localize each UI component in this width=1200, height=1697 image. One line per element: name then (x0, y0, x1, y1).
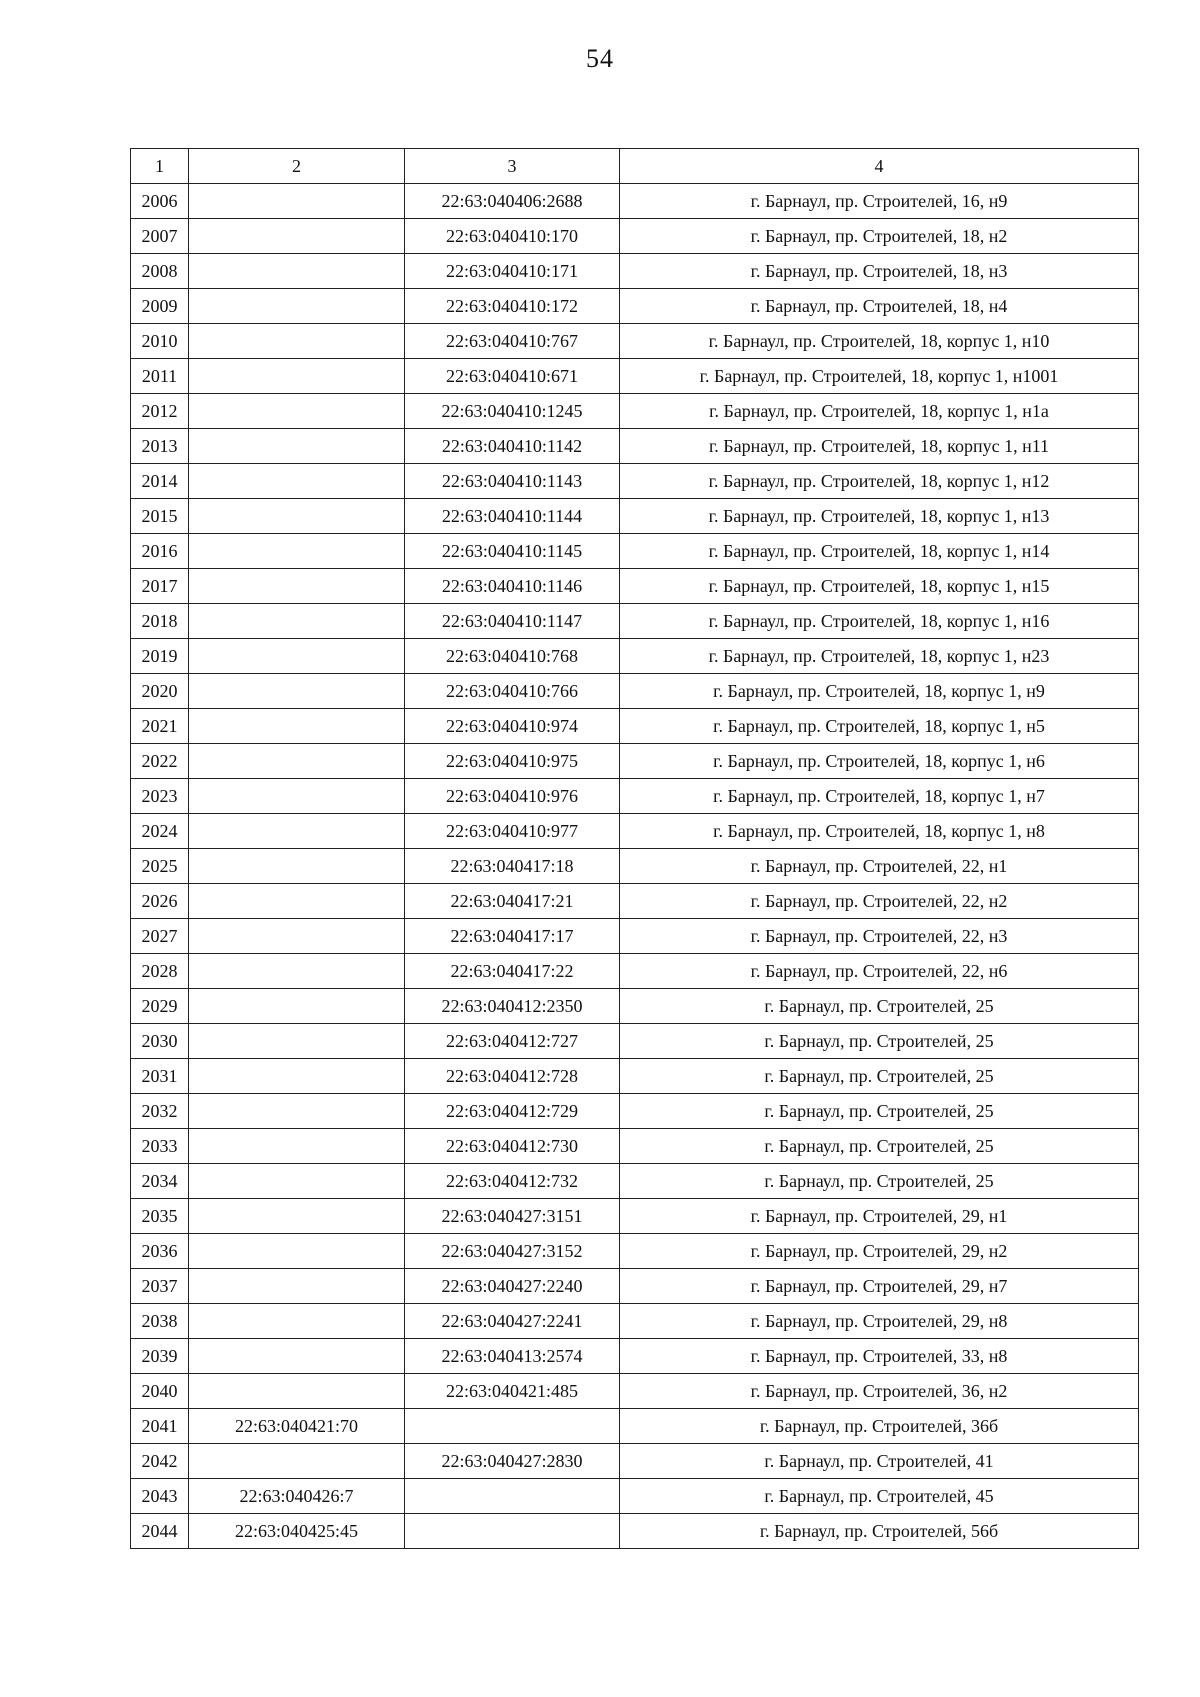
table-row (131, 1514, 1139, 1549)
land-cadastral-number-cell (189, 429, 405, 464)
address-cell: г. Барнаул, пр. Строителей, 18, корпус 1, н16 (620, 604, 1139, 639)
table-row (131, 1339, 1139, 1374)
row-number-cell: 2037 (131, 1269, 189, 1304)
row-number-cell: 2022 (131, 744, 189, 779)
table-row (131, 499, 1139, 534)
table-row (131, 1479, 1139, 1514)
table-row (131, 1164, 1139, 1199)
building-cadastral-number-cell: 22:63:040412:730 (405, 1129, 620, 1164)
row-number-cell: 2030 (131, 1024, 189, 1059)
address-cell: г. Барнаул, пр. Строителей, 41 (620, 1444, 1139, 1479)
building-cadastral-number-cell: 22:63:040412:728 (405, 1059, 620, 1094)
table-row (131, 184, 1139, 219)
land-cadastral-number-cell (189, 534, 405, 569)
table-row (131, 1269, 1139, 1304)
building-cadastral-number-cell: 22:63:040406:2688 (405, 184, 620, 219)
address-cell: г. Барнаул, пр. Строителей, 29, н7 (620, 1269, 1139, 1304)
building-cadastral-number-cell: 22:63:040410:1145 (405, 534, 620, 569)
row-number-cell: 2016 (131, 534, 189, 569)
building-cadastral-number-cell: 22:63:040417:22 (405, 954, 620, 989)
table-row (131, 289, 1139, 324)
land-cadastral-number-cell: 22:63:040426:7 (189, 1479, 405, 1514)
building-cadastral-number-cell: 22:63:040410:1146 (405, 569, 620, 604)
land-cadastral-number-cell (189, 849, 405, 884)
table-row (131, 569, 1139, 604)
building-cadastral-number-cell: 22:63:040427:2240 (405, 1269, 620, 1304)
row-number-cell: 2006 (131, 184, 189, 219)
table-row (131, 639, 1139, 674)
land-cadastral-number-cell (189, 919, 405, 954)
address-cell: г. Барнаул, пр. Строителей, 18, корпус 1, н9 (620, 674, 1139, 709)
row-number-cell: 2038 (131, 1304, 189, 1339)
building-cadastral-number-cell: 22:63:040410:768 (405, 639, 620, 674)
address-cell: г. Барнаул, пр. Строителей, 16, н9 (620, 184, 1139, 219)
land-cadastral-number-cell (189, 359, 405, 394)
address-cell: г. Барнаул, пр. Строителей, 36б (620, 1409, 1139, 1444)
table-row (131, 464, 1139, 499)
address-cell: г. Барнаул, пр. Строителей, 18, н3 (620, 254, 1139, 289)
header-row (131, 149, 1139, 184)
land-cadastral-number-cell (189, 1234, 405, 1269)
table-row (131, 219, 1139, 254)
row-number-cell: 2024 (131, 814, 189, 849)
row-number-cell: 2013 (131, 429, 189, 464)
row-number-cell: 2033 (131, 1129, 189, 1164)
row-number-cell: 2035 (131, 1199, 189, 1234)
land-cadastral-number-cell (189, 1059, 405, 1094)
table-row (131, 1234, 1139, 1269)
land-cadastral-number-cell (189, 1269, 405, 1304)
address-cell: г. Барнаул, пр. Строителей, 25 (620, 1129, 1139, 1164)
address-cell: г. Барнаул, пр. Строителей, 18, корпус 1, н23 (620, 639, 1139, 674)
building-cadastral-number-cell: 22:63:040410:171 (405, 254, 620, 289)
row-number-cell: 2020 (131, 674, 189, 709)
building-cadastral-number-cell: 22:63:040421:485 (405, 1374, 620, 1409)
table-row (131, 429, 1139, 464)
row-number-cell: 2041 (131, 1409, 189, 1444)
address-cell: г. Барнаул, пр. Строителей, 56б (620, 1514, 1139, 1549)
building-cadastral-number-cell: 22:63:040412:732 (405, 1164, 620, 1199)
address-cell: г. Барнаул, пр. Строителей, 29, н1 (620, 1199, 1139, 1234)
land-cadastral-number-cell (189, 1199, 405, 1234)
land-cadastral-number-cell (189, 289, 405, 324)
row-number-cell: 2008 (131, 254, 189, 289)
land-cadastral-number-cell (189, 394, 405, 429)
land-cadastral-number-cell (189, 674, 405, 709)
address-cell: г. Барнаул, пр. Строителей, 18, корпус 1, н1001 (620, 359, 1139, 394)
table-row (131, 1024, 1139, 1059)
row-number-cell: 2040 (131, 1374, 189, 1409)
table-row (131, 954, 1139, 989)
building-cadastral-number-cell: 22:63:040410:172 (405, 289, 620, 324)
address-cell: г. Барнаул, пр. Строителей, 18, корпус 1, н15 (620, 569, 1139, 604)
row-number-cell: 2012 (131, 394, 189, 429)
land-cadastral-number-cell (189, 884, 405, 919)
address-cell: г. Барнаул, пр. Строителей, 18, корпус 1, н11 (620, 429, 1139, 464)
table-row (131, 779, 1139, 814)
row-number-cell: 2026 (131, 884, 189, 919)
address-cell: г. Барнаул, пр. Строителей, 36, н2 (620, 1374, 1139, 1409)
address-cell: г. Барнаул, пр. Строителей, 22, н6 (620, 954, 1139, 989)
row-number-cell: 2032 (131, 1094, 189, 1129)
table-row (131, 709, 1139, 744)
building-cadastral-number-cell (405, 1479, 620, 1514)
address-cell: г. Барнаул, пр. Строителей, 33, н8 (620, 1339, 1139, 1374)
building-cadastral-number-cell: 22:63:040410:1143 (405, 464, 620, 499)
building-cadastral-number-cell: 22:63:040417:17 (405, 919, 620, 954)
row-number-cell: 2007 (131, 219, 189, 254)
address-cell: г. Барнаул, пр. Строителей, 18, корпус 1, н13 (620, 499, 1139, 534)
building-cadastral-number-cell (405, 1514, 620, 1549)
column-header-1: 1 (131, 149, 189, 184)
row-number-cell: 2039 (131, 1339, 189, 1374)
land-cadastral-number-cell (189, 254, 405, 289)
land-cadastral-number-cell (189, 464, 405, 499)
building-cadastral-number-cell: 22:63:040412:727 (405, 1024, 620, 1059)
table-row (131, 359, 1139, 394)
land-cadastral-number-cell (189, 1024, 405, 1059)
building-cadastral-number-cell: 22:63:040410:1144 (405, 499, 620, 534)
row-number-cell: 2028 (131, 954, 189, 989)
column-header-4: 4 (620, 149, 1139, 184)
building-cadastral-number-cell: 22:63:040410:671 (405, 359, 620, 394)
land-cadastral-number-cell (189, 989, 405, 1024)
table-row (131, 1199, 1139, 1234)
building-cadastral-number-cell: 22:63:040410:767 (405, 324, 620, 359)
table-row (131, 394, 1139, 429)
building-cadastral-number-cell: 22:63:040410:974 (405, 709, 620, 744)
row-number-cell: 2015 (131, 499, 189, 534)
building-cadastral-number-cell: 22:63:040427:3151 (405, 1199, 620, 1234)
address-cell: г. Барнаул, пр. Строителей, 25 (620, 1164, 1139, 1199)
land-cadastral-number-cell: 22:63:040421:70 (189, 1409, 405, 1444)
land-cadastral-number-cell (189, 324, 405, 359)
land-cadastral-number-cell (189, 639, 405, 674)
row-number-cell: 2019 (131, 639, 189, 674)
building-cadastral-number-cell: 22:63:040412:729 (405, 1094, 620, 1129)
building-cadastral-number-cell: 22:63:040413:2574 (405, 1339, 620, 1374)
row-number-cell: 2025 (131, 849, 189, 884)
building-cadastral-number-cell: 22:63:040410:766 (405, 674, 620, 709)
address-cell: г. Барнаул, пр. Строителей, 18, корпус 1, н8 (620, 814, 1139, 849)
address-cell: г. Барнаул, пр. Строителей, 18, корпус 1, н7 (620, 779, 1139, 814)
address-cell: г. Барнаул, пр. Строителей, 18, н4 (620, 289, 1139, 324)
address-cell: г. Барнаул, пр. Строителей, 25 (620, 989, 1139, 1024)
building-cadastral-number-cell: 22:63:040427:3152 (405, 1234, 620, 1269)
land-cadastral-number-cell (189, 1339, 405, 1374)
table-row (131, 1444, 1139, 1479)
address-cell: г. Барнаул, пр. Строителей, 18, корпус 1, н14 (620, 534, 1139, 569)
address-cell: г. Барнаул, пр. Строителей, 29, н8 (620, 1304, 1139, 1339)
row-number-cell: 2010 (131, 324, 189, 359)
row-number-cell: 2018 (131, 604, 189, 639)
row-number-cell: 2042 (131, 1444, 189, 1479)
row-number-cell: 2027 (131, 919, 189, 954)
table-row (131, 1094, 1139, 1129)
row-number-cell: 2011 (131, 359, 189, 394)
table-row (131, 814, 1139, 849)
table-row (131, 674, 1139, 709)
address-cell: г. Барнаул, пр. Строителей, 22, н1 (620, 849, 1139, 884)
land-cadastral-number-cell (189, 1094, 405, 1129)
building-cadastral-number-cell: 22:63:040410:976 (405, 779, 620, 814)
building-cadastral-number-cell: 22:63:040427:2830 (405, 1444, 620, 1479)
column-header-3: 3 (405, 149, 620, 184)
table-row (131, 849, 1139, 884)
row-number-cell: 2029 (131, 989, 189, 1024)
address-cell: г. Барнаул, пр. Строителей, 18, корпус 1, н10 (620, 324, 1139, 359)
row-number-cell: 2021 (131, 709, 189, 744)
row-number-cell: 2023 (131, 779, 189, 814)
land-cadastral-number-cell (189, 499, 405, 534)
row-number-cell: 2044 (131, 1514, 189, 1549)
land-cadastral-number-cell (189, 1304, 405, 1339)
table-row (131, 1409, 1139, 1444)
building-cadastral-number-cell: 22:63:040417:18 (405, 849, 620, 884)
address-cell: г. Барнаул, пр. Строителей, 18, корпус 1, н12 (620, 464, 1139, 499)
row-number-cell: 2014 (131, 464, 189, 499)
page-number: 54 (586, 44, 614, 73)
table-body (131, 184, 1139, 1549)
building-cadastral-number-cell: 22:63:040410:977 (405, 814, 620, 849)
address-cell: г. Барнаул, пр. Строителей, 45 (620, 1479, 1139, 1514)
land-cadastral-number-cell (189, 604, 405, 639)
column-header-2: 2 (189, 149, 405, 184)
address-cell: г. Барнаул, пр. Строителей, 25 (620, 1094, 1139, 1129)
land-cadastral-number-cell (189, 569, 405, 604)
building-cadastral-number-cell: 22:63:040410:1147 (405, 604, 620, 639)
land-cadastral-number-cell (189, 1374, 405, 1409)
table-row (131, 1129, 1139, 1164)
row-number-cell: 2034 (131, 1164, 189, 1199)
land-cadastral-number-cell (189, 219, 405, 254)
table-row (131, 1374, 1139, 1409)
address-cell: г. Барнаул, пр. Строителей, 18, корпус 1, н6 (620, 744, 1139, 779)
table-row (131, 919, 1139, 954)
land-cadastral-number-cell (189, 1129, 405, 1164)
address-cell: г. Барнаул, пр. Строителей, 18, корпус 1, н5 (620, 709, 1139, 744)
building-cadastral-number-cell: 22:63:040417:21 (405, 884, 620, 919)
land-cadastral-number-cell (189, 814, 405, 849)
table-row (131, 1304, 1139, 1339)
land-cadastral-number-cell (189, 1164, 405, 1199)
table-row (131, 604, 1139, 639)
building-cadastral-number-cell: 22:63:040410:1142 (405, 429, 620, 464)
address-cell: г. Барнаул, пр. Строителей, 25 (620, 1024, 1139, 1059)
address-cell: г. Барнаул, пр. Строителей, 25 (620, 1059, 1139, 1094)
building-cadastral-number-cell: 22:63:040410:170 (405, 219, 620, 254)
row-number-cell: 2036 (131, 1234, 189, 1269)
address-cell: г. Барнаул, пр. Строителей, 18, корпус 1, н1а (620, 394, 1139, 429)
row-number-cell: 2043 (131, 1479, 189, 1514)
land-cadastral-number-cell (189, 779, 405, 814)
table-row (131, 884, 1139, 919)
registry-table (130, 148, 1139, 1549)
row-number-cell: 2009 (131, 289, 189, 324)
table-row (131, 324, 1139, 359)
land-cadastral-number-cell (189, 954, 405, 989)
land-cadastral-number-cell (189, 709, 405, 744)
address-cell: г. Барнаул, пр. Строителей, 22, н3 (620, 919, 1139, 954)
building-cadastral-number-cell: 22:63:040427:2241 (405, 1304, 620, 1339)
building-cadastral-number-cell: 22:63:040410:975 (405, 744, 620, 779)
row-number-cell: 2017 (131, 569, 189, 604)
address-cell: г. Барнаул, пр. Строителей, 18, н2 (620, 219, 1139, 254)
building-cadastral-number-cell: 22:63:040412:2350 (405, 989, 620, 1024)
land-cadastral-number-cell (189, 184, 405, 219)
building-cadastral-number-cell (405, 1409, 620, 1444)
land-cadastral-number-cell (189, 744, 405, 779)
table-row (131, 989, 1139, 1024)
building-cadastral-number-cell: 22:63:040410:1245 (405, 394, 620, 429)
table-row (131, 1059, 1139, 1094)
row-number-cell: 2031 (131, 1059, 189, 1094)
address-cell: г. Барнаул, пр. Строителей, 29, н2 (620, 1234, 1139, 1269)
table-row (131, 744, 1139, 779)
table-row (131, 254, 1139, 289)
land-cadastral-number-cell (189, 1444, 405, 1479)
address-cell: г. Барнаул, пр. Строителей, 22, н2 (620, 884, 1139, 919)
table-row (131, 534, 1139, 569)
land-cadastral-number-cell: 22:63:040425:45 (189, 1514, 405, 1549)
